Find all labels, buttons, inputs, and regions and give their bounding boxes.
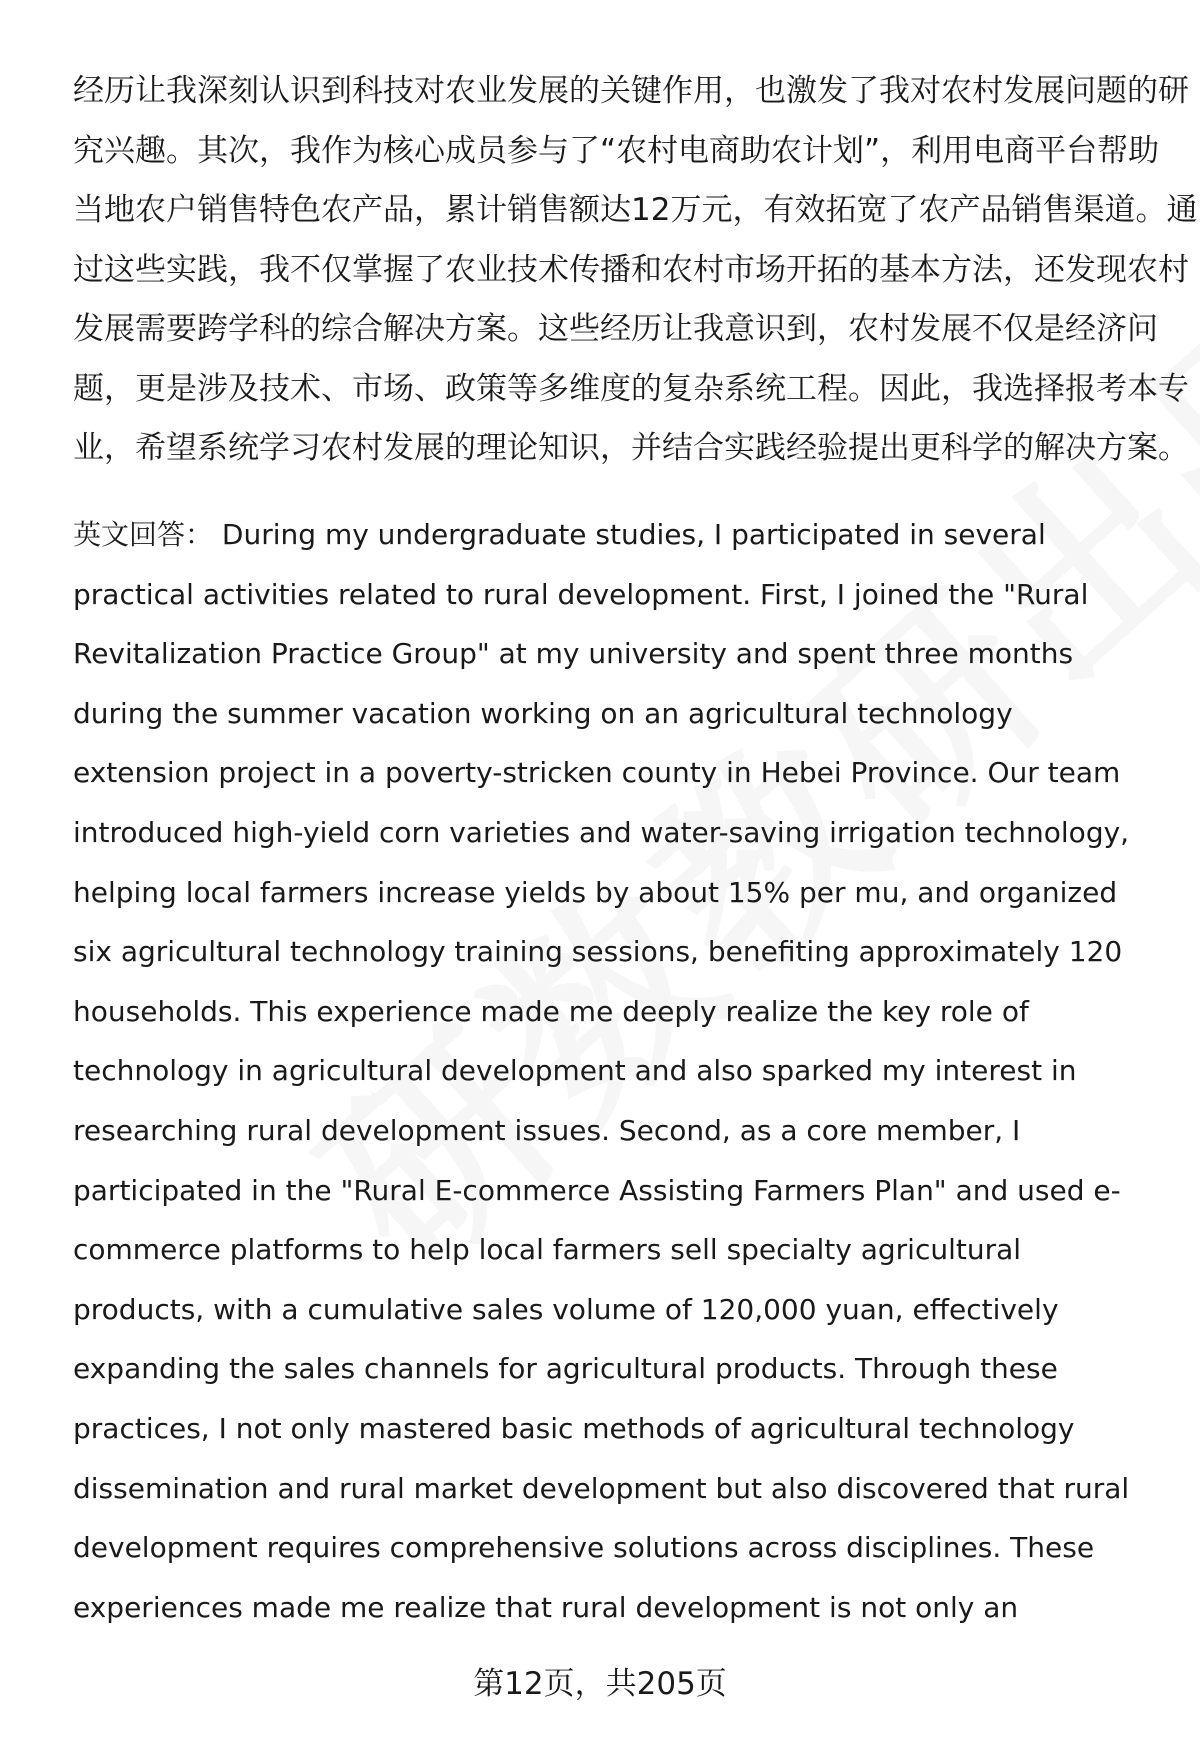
english-answer-label: 英文回答： xyxy=(73,518,214,551)
chinese-line: 当地农户销售特色农产品，累计销售额达12万元，有效拓宽了农产品销售渠道。通 xyxy=(73,192,1198,228)
english-line: six agricultural technology training sessions, benefiting approximately 120 xyxy=(73,935,1123,969)
page-number-footer: 第12页，共205页 xyxy=(473,1666,727,1702)
chinese-line: 经历让我深刻认识到科技对农业发展的关键作用，也激发了我对农村发展问题的研 xyxy=(73,73,1189,109)
english-line: products, with a cumulative sales volume of 120,000 yuan, effectively xyxy=(73,1292,1059,1326)
chinese-line: 过这些实践，我不仅掌握了农业技术传播和农村市场开拓的基本方法，还发现农村 xyxy=(73,251,1189,288)
english-line: during the summer vacation working on an agricultural technology xyxy=(73,696,1013,730)
english-line: practices, I not only mastered basic methods of agricultural technology xyxy=(73,1411,1075,1445)
english-line: practical activities related to rural development. First, I joined the "Rural xyxy=(73,577,1089,611)
english-line: During my undergraduate studies, I participated in several xyxy=(221,518,1046,551)
english-line: development requires comprehensive solutions across disciplines. These xyxy=(73,1531,1095,1565)
english-line: dissemination and rural market development but also discovered that rural xyxy=(73,1471,1130,1505)
chinese-line: 题，更是涉及技术、市场、政策等多维度的复杂系统工程。因此，我选择报考本专 xyxy=(73,370,1189,407)
english-line: expanding the sales channels for agricultural products. Through these xyxy=(73,1352,1058,1386)
english-line: helping local farmers increase yields by about 15% per mu, and organized xyxy=(73,875,1118,909)
english-line: experiences made me realize that rural development is not only an xyxy=(73,1590,1019,1624)
english-line: Revitalization Practice Group" at my university and spent three months xyxy=(73,637,1074,671)
english-line: commerce platforms to help local farmers sell specialty agricultural xyxy=(73,1233,1022,1267)
chinese-line: 究兴趣。其次，我作为核心成员参与了“农村电商助农计划”，利用电商平台帮助 xyxy=(73,132,1160,169)
english-line: extension project in a poverty-stricken county in Hebei Province. Our team xyxy=(73,756,1121,790)
english-first-line xyxy=(73,505,1163,565)
chinese-line: 业，希望系统学习农村发展的理论知识，并结合实践经验提出更科学的解决方案。 xyxy=(73,430,1189,466)
english-line: introduced high-yield corn varieties and water-saving irrigation technology, xyxy=(73,815,1130,849)
chinese-line: 发展需要跨学科的综合解决方案。这些经历让我意识到，农村发展不仅是经济问 xyxy=(73,311,1158,347)
english-line: technology in agricultural development and also sparked my interest in xyxy=(73,1054,1077,1088)
english-line: households. This experience made me deeply realize the key role of xyxy=(73,994,1029,1028)
english-line: participated in the "Rural E-commerce Assisting Farmers Plan" and used e- xyxy=(73,1173,1121,1207)
chinese-paragraph xyxy=(73,62,1198,479)
english-line: researching rural development issues. Second, as a core member, I xyxy=(73,1113,1021,1147)
english-answer-paragraph xyxy=(73,505,1163,1637)
